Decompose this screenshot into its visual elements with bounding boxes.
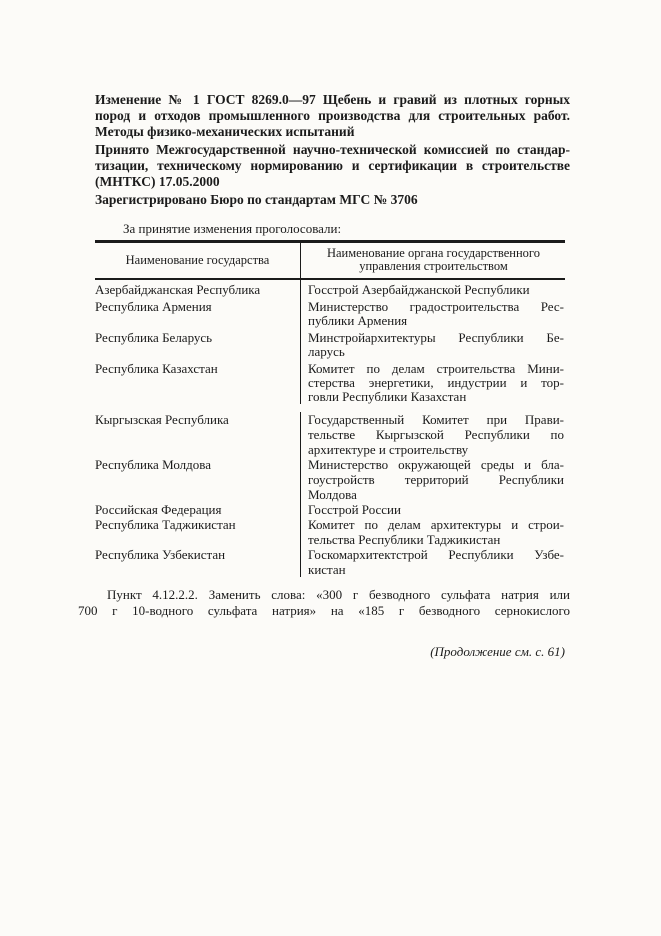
table-row	[95, 517, 565, 547]
column-header-authority	[300, 243, 565, 278]
voting-table	[95, 240, 565, 577]
continuation-note-text: (Продолжение см. с. 61)	[430, 644, 565, 659]
authority-line: Комитет по делам строительства Мини-	[308, 361, 564, 376]
continuation-note	[78, 644, 570, 660]
authority-line: публики Армения	[308, 313, 408, 328]
authority-cell	[300, 328, 565, 359]
table-row	[95, 359, 565, 404]
authority-line: Госстрой Азербайджанской Республики	[308, 282, 530, 297]
authority-line: стерства энергетики, индустрии и тор-	[308, 375, 564, 390]
authority-line: гоустройств территорий Республики	[308, 472, 564, 487]
state-name-cell: Российская Федерация	[95, 502, 222, 517]
table-body	[95, 280, 565, 577]
authority-line: говли Республики Казахстан	[308, 389, 467, 404]
table-header-row	[95, 243, 565, 280]
header-text-line: тизации, техническому нормированию и сертификации в строительстве	[95, 158, 570, 173]
column-header-line: управления строительством	[359, 259, 508, 273]
authority-cell	[300, 547, 565, 577]
voting-intro-text: За принятие изменения проголосовали:	[123, 221, 342, 236]
amendment-line: 700 г 10-водного сульфата натрия» на «185 г безводного сернокислого	[78, 603, 570, 618]
state-name-cell: Республика Узбекистан	[95, 547, 226, 562]
authority-line: кистан	[308, 562, 346, 577]
table-row	[95, 457, 565, 502]
authority-line: Молдова	[308, 487, 357, 502]
amendment-line: Пункт 4.12.2.2. Заменить слова: «300 г безводного сульфата натрия или	[107, 587, 570, 602]
header-text-line: Изменение № 1 ГОСТ 8269.0—97 Щебень и гравий из плотных горных	[95, 92, 570, 107]
state-name-cell: Азербайджанская Республика	[95, 282, 261, 297]
authority-cell	[300, 412, 565, 457]
header-text-line: Зарегистрировано Бюро по стандартам МГС № 3706	[95, 192, 418, 207]
document-header	[95, 92, 570, 208]
authority-line: тельстве Кыргызской Республики по	[308, 427, 564, 442]
header-text-line: Методы физико-механических испытаний	[95, 124, 355, 139]
authority-line: Госстрой России	[308, 502, 401, 517]
authority-line: Госкомархитектстрой Республики Узбе-	[308, 547, 564, 562]
column-header-line: Наименование государства	[125, 253, 270, 267]
authority-cell	[300, 280, 565, 297]
table-row	[95, 502, 565, 517]
header-paragraph	[95, 142, 570, 190]
authority-line: ларусь	[308, 344, 345, 359]
state-name-cell: Республика Беларусь	[95, 330, 213, 345]
state-name-cell: Республика Молдова	[95, 457, 211, 472]
authority-line: Комитет по делам архитектуры и строи-	[308, 517, 564, 532]
authority-cell	[300, 359, 565, 404]
table-row	[95, 328, 565, 359]
authority-line: Министерство окружающей среды и бла-	[308, 457, 564, 472]
header-text-line: пород и отходов промышленного производства для строительных работ.	[95, 108, 570, 123]
authority-line: Министерство градостроительства Рес-	[308, 299, 564, 314]
state-name-cell: Республика Таджикистан	[95, 517, 236, 532]
header-text-line: Принято Межгосударственной научно-технической комиссией по стандар-	[95, 142, 570, 157]
table-row	[95, 297, 565, 328]
table-row	[95, 547, 565, 577]
state-name-cell: Республика Армения	[95, 299, 212, 314]
header-paragraph	[95, 192, 570, 208]
header-paragraph	[95, 92, 570, 140]
authority-cell	[300, 297, 565, 328]
authority-line: тельства Республики Таджикистан	[308, 532, 501, 547]
authority-cell	[300, 457, 565, 502]
table-row	[95, 280, 565, 297]
authority-cell	[300, 502, 565, 517]
authority-line: Государственный Комитет при Прави-	[308, 412, 564, 427]
table-group-gap	[95, 404, 565, 412]
state-name-cell: Кыргызская Республика	[95, 412, 229, 427]
table-group	[95, 412, 565, 577]
authority-cell	[300, 517, 565, 547]
authority-line: архитектуре и строительству	[308, 442, 469, 457]
column-header-line: Наименование органа государственного	[326, 246, 540, 260]
state-name-cell: Республика Казахстан	[95, 361, 218, 376]
table-group	[95, 280, 565, 404]
authority-line: Минстройархитектуры Республики Бе-	[308, 330, 564, 345]
table-row	[95, 412, 565, 457]
header-text-line: (МНТКС) 17.05.2000	[95, 174, 220, 189]
column-header-state	[95, 243, 300, 278]
amendment-paragraph	[78, 587, 570, 619]
